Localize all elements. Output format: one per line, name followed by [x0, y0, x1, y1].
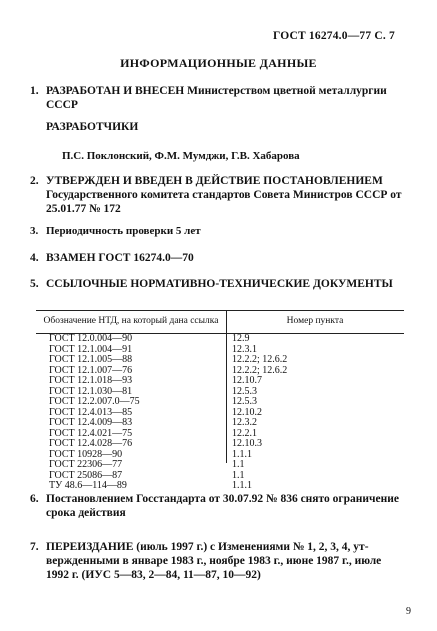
table-cell-item-number: 12.3.2	[232, 417, 257, 428]
table-cell-designation: ГОСТ 12.1.004—91	[49, 343, 133, 355]
table-cell-designation: ГОСТ 12.0.004—90	[49, 333, 133, 344]
table-cell-designation: ГОСТ 25086—87	[49, 469, 123, 481]
section-3	[30, 224, 201, 238]
page-title: ИНФОРМАЦИОННЫЕ ДАННЫЕ	[120, 56, 317, 70]
table-row	[36, 418, 404, 429]
table-row	[36, 355, 404, 366]
section-4	[30, 251, 194, 265]
table-row	[36, 481, 404, 492]
section-2-line3: 25.01.77 № 172	[46, 203, 121, 215]
table-cell-designation: ГОСТ 22306—77	[49, 459, 123, 470]
references-table	[36, 310, 404, 492]
table-cell-item-number: 12.2.2; 12.6.2	[232, 354, 288, 365]
section-5-number: 5.	[30, 278, 39, 290]
table-cell-item-number: 1.1.1	[232, 480, 252, 491]
section-1-number: 1.	[30, 85, 39, 97]
table-cell-designation: ГОСТ 12.1.030—81	[49, 385, 133, 397]
table-cell-designation: ГОСТ 12.4.009—83	[49, 417, 133, 428]
table-cell-item-number: 1.1.1	[232, 448, 252, 460]
page-number: 9	[406, 606, 411, 617]
section-2	[30, 174, 402, 216]
table-header-designation: Обозначение НТД, на который дана ссылка	[43, 316, 219, 326]
table-header-item-number: Номер пункта	[286, 316, 344, 326]
section-1-line1: РАЗРАБОТАН И ВНЕСЕН Министерством цветной металлургии	[46, 85, 387, 97]
section-1	[30, 84, 387, 112]
section-1-line2: СССР	[46, 99, 78, 111]
section-5-text: ССЫЛОЧНЫЕ НОРМАТИВНО-ТЕХНИЧЕСКИЕ ДОКУМЕНТЫ	[46, 278, 393, 290]
table-cell-designation: ГОСТ 12.2.007.0—75	[49, 396, 140, 407]
table-cell-designation: ТУ 48.6—114—89	[49, 480, 127, 491]
table-cell-designation: ГОСТ 12.1.005—88	[49, 354, 133, 365]
table-cell-item-number: 12.10.3	[232, 438, 262, 449]
table-cell-item-number: 12.10.2	[232, 406, 262, 418]
section-2-number: 2.	[30, 175, 39, 187]
table-cell-item-number: 12.9	[232, 333, 250, 344]
table-cell-item-number: 12.10.7	[232, 375, 262, 386]
table-cell-item-number: 12.5.3	[232, 396, 257, 407]
section-3-text: Периодичность проверки 5 лет	[46, 225, 201, 237]
table-row	[36, 397, 404, 408]
section-6	[30, 492, 399, 520]
section-2-line1: УТВЕРЖДЕН И ВВЕДЕН В ДЕЙСТВИЕ ПОСТАНОВЛЕНИЕМ	[46, 175, 383, 187]
section-4-text: ВЗАМЕН ГОСТ 16274.0—70	[46, 252, 194, 264]
table-cell-item-number: 1.1	[232, 459, 245, 470]
table-row	[36, 376, 404, 387]
section-6-number: 6.	[30, 493, 39, 505]
table-cell-designation: ГОСТ 12.1.018—93	[49, 375, 133, 386]
section-7-line2: вержденными в январе 1983 г., ноябре 1983 г., июне 1987 г., июле	[46, 555, 382, 567]
section-5	[30, 277, 393, 291]
section-2-line2: Государственного комитета стандартов Совета Министров СССР от	[46, 189, 402, 201]
table-cell-designation: ГОСТ 12.1.007—76	[49, 364, 133, 376]
developers-list: П.С. Поклонский, Ф.М. Мумджи, Г.В. Хабарова	[62, 150, 300, 162]
section-7-line3: 1992 г. (ИУС 5—83, 2—84, 11—87, 10—92)	[46, 569, 261, 581]
section-3-number: 3.	[30, 225, 39, 237]
table-header	[36, 310, 404, 334]
section-7-line1: ПЕРЕИЗДАНИЕ (июль 1997 г.) с Изменениями № 1, 2, 3, 4, ут-	[46, 541, 369, 553]
table-cell-item-number: 12.2.2; 12.6.2	[232, 364, 288, 376]
developers-title: РАЗРАБОТЧИКИ	[46, 121, 139, 133]
table-cell-item-number: 12.5.3	[232, 385, 257, 397]
section-4-number: 4.	[30, 252, 39, 264]
table-row	[36, 334, 404, 345]
table-cell-designation: ГОСТ 12.4.013—85	[49, 406, 133, 418]
section-6-line1: Постановлением Госстандарта от 30.07.92 № 836 снято ограничение	[46, 493, 399, 505]
table-cell-item-number: 12.3.1	[232, 343, 257, 355]
section-7-number: 7.	[30, 541, 39, 553]
table-body	[36, 334, 404, 492]
section-7	[30, 540, 381, 582]
page-header: ГОСТ 16274.0—77 С. 7	[272, 30, 395, 42]
table-cell-designation: ГОСТ 12.4.021—75	[49, 427, 133, 439]
table-cell-designation: ГОСТ 10928—90	[49, 448, 123, 460]
table-row	[36, 460, 404, 471]
table-cell-item-number: 1.1	[232, 469, 245, 481]
section-6-line2: срока действия	[46, 507, 126, 519]
table-row	[36, 439, 404, 450]
table-cell-designation: ГОСТ 12.4.028—76	[49, 438, 133, 449]
table-cell-item-number: 12.2.1	[232, 427, 257, 439]
